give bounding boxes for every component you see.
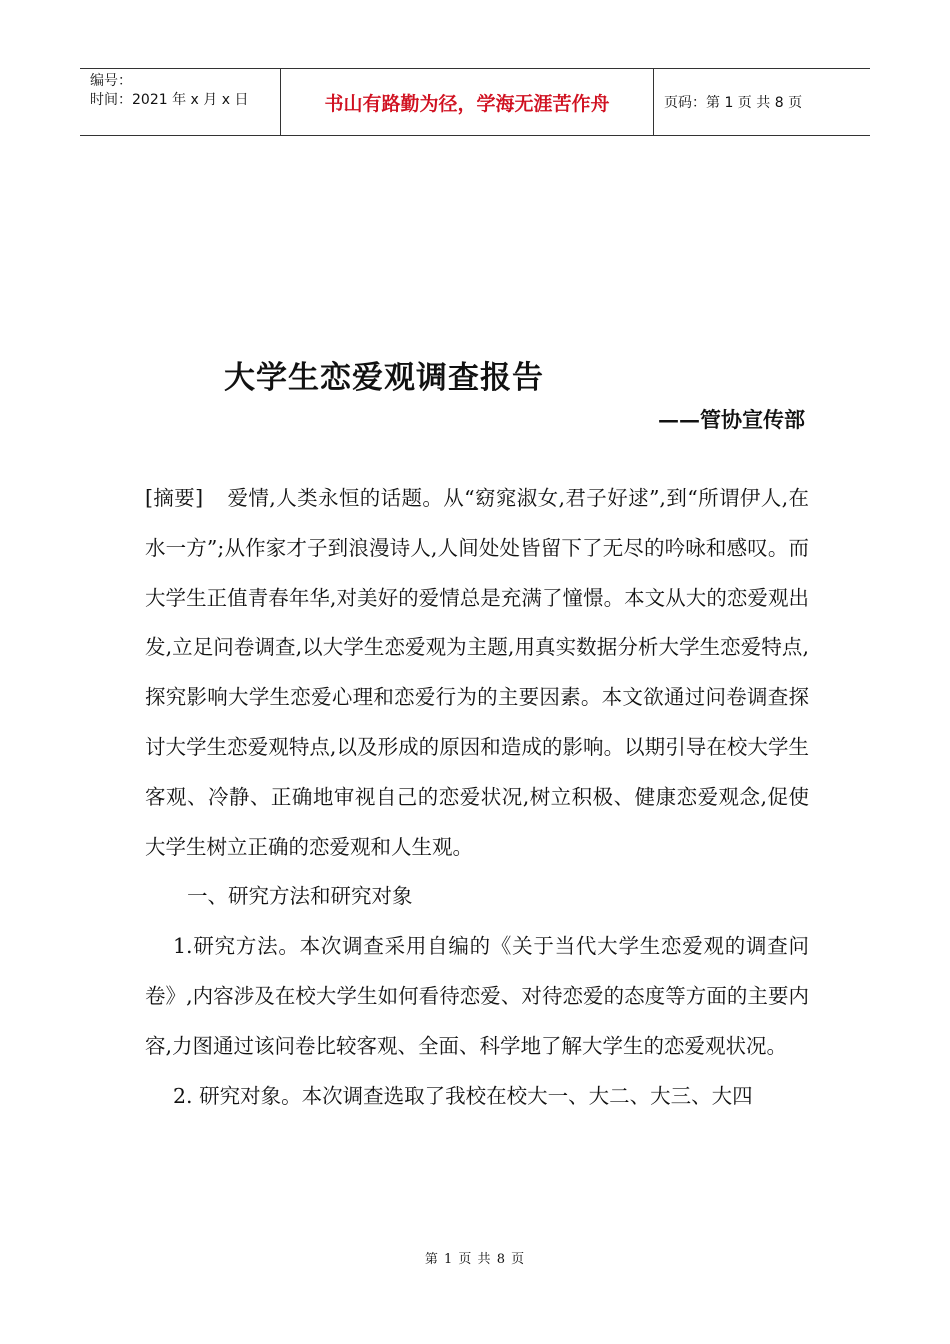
header-meta: [80, 69, 281, 135]
method-paragraph: 1.研究方法。本次调查采用自编的《关于当代大学生恋爱观的调查问卷》,内容涉及在校大学生如何看待恋爱、对待恋爱的态度等方面的主要内容,力图通过该问卷比较客观、全面、科学地了解大学生的恋爱观状况。: [145, 934, 809, 1058]
document-body: [145, 474, 809, 1121]
subject-paragraph: 2. 研究对象。本次调查选取了我校在校大一、大二、大三、大四: [173, 1083, 753, 1108]
section-heading: 一、研究方法和研究对象: [187, 884, 413, 909]
page-footer: 第 1 页 共 8 页: [424, 1252, 526, 1267]
abstract-text: 爱情,人类永恒的话题。从“窈窕淑女,君子好逑”,到“所谓伊人,在水一方”;从作家才子到浪漫诗人,人间处处皆留下了无尽的吟咏和感叹。而大学生正值青春年华,对美好的爱情总是充满了憧憬。本文从大的恋爱观出发,立足问卷调查,以大学生恋爱观为主题,用真实数据分析大学生恋爱特点,探究影响大学生恋爱心理和恋爱行为的主要因素。本文欲通过问卷调查探讨大学生恋爱观特点,以及形成的原因和造成的影响。以期引导在校大学生客观、冷静、正确地审视自己的恋爱状况,树立积极、健康恋爱观念,促使大学生树立正确的恋爱观和人生观。: [145, 486, 809, 859]
abstract-paragraph: [145, 474, 809, 872]
document-title: 大学生恋爱观调查报告: [224, 360, 544, 396]
header-page-info: 页码：第 1 页 共 8 页: [664, 95, 803, 111]
header-motto: 书山有路勤为径，学海无涯苦作舟: [281, 69, 654, 135]
number-label: 编号：: [90, 73, 132, 89]
document-author: ——管协宣传部: [658, 407, 805, 432]
abstract-label: [摘要]: [145, 486, 204, 510]
document-header: [80, 68, 870, 136]
time-label: 时间：2021 年 x 月 x 日: [90, 92, 249, 108]
